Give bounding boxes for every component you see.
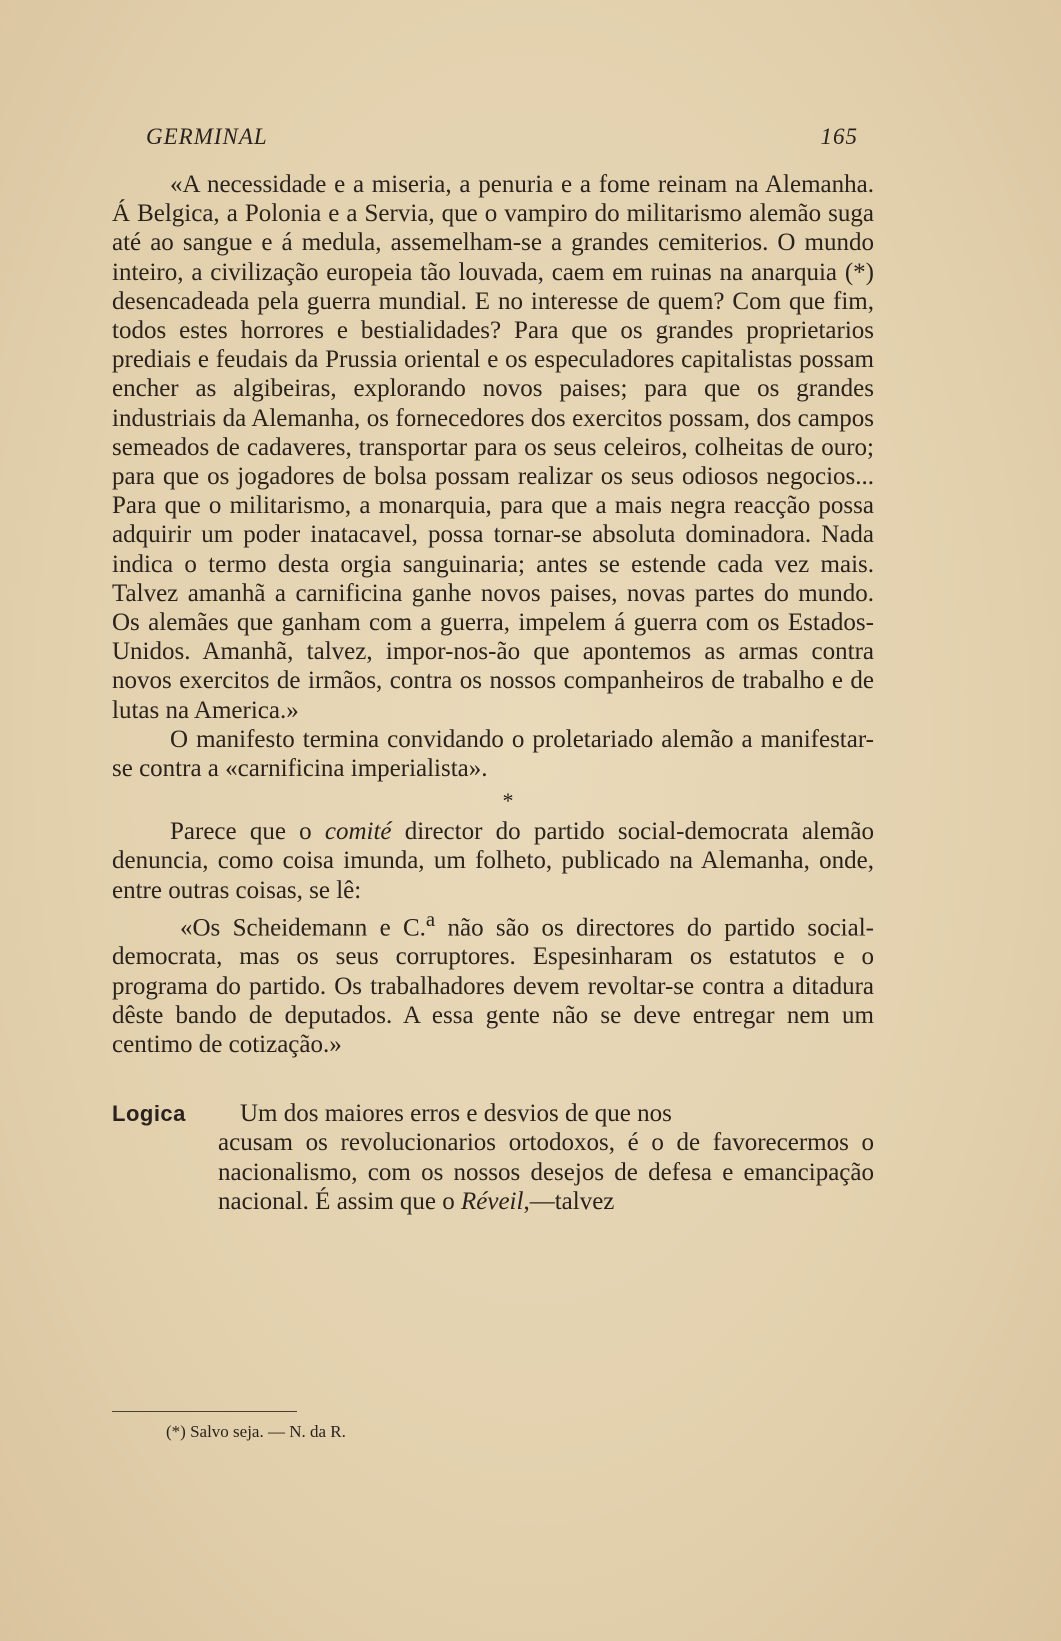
comite-paragraph [112,817,874,905]
comite-text-after: director do partido social-democrata alemão denuncia, como coisa imunda, um folheto, publicado na Alemanha, onde, entre outras coisas, se lê: [112,818,874,904]
logica-first-line: Um dos maiores erros e desvios de que nos [240,1100,672,1128]
pamphlet-superscript: a [425,906,436,931]
section-separator: * [502,788,514,814]
logica-italic-reveil: Réveil [461,1187,524,1215]
logica-paragraph [112,1099,874,1216]
side-heading-logica: Logica [112,1101,186,1127]
pamphlet-quote-paragraph [112,905,874,1059]
manifesto-conclusion-paragraph: O manifesto termina convidando o proletariado alemão a manifestar-se contra a «carnificina imperialista». [112,725,874,783]
manifesto-quote-paragraph: «A necessidade e a miseria, a penuria e a fome reinam na Alemanha. Á Belgica, a Polonia e a Servia, que o vampiro do militarismo alemão suga até ao sangue e á medula, assemelham-se a grandes cemiterios. O mundo inteiro, a civilização europeia tão louvada, caem em ruinas na anarquia (*) desencadeada pela guerra mundial. E no interesse de quem? Com que fim, todos estes horrores e bestialidades? Para que os grandes proprietarios prediais e feudais da Prussia oriental e os especuladores capitalistas possam encher as algibeiras, explorando novos paises; para que os grandes industriais da Alemanha, os fornecedores dos exercitos possam, dos campos semeados de cadaveres, transportar para os seus celeiros, colheitas de ouro; para que os jogadores de bolsa possam realizar os seus odiosos negocios... Para que o militarismo, a monarquia, para que a mais negra reacção possa adquirir um poder inatacavel, possa tornar-se absoluta dominadora. Nada indica o termo desta orgia sanguinaria; antes se estende cada vez mais. Talvez amanhã a carnificina ganhe novos paises, novas partes do mundo. Os alemães que ganham com a guerra, impelem á guerra com os Estados-Unidos. Amanhã, talvez, impor-nos-ão que apontemos as armas contra novos exercitos de irmãos, contra os nossos companheiros de trabalho e de lutas na America.» [112,171,874,724]
comite-text-before: Parece que o [170,818,325,846]
logica-text-after: ,—talvez [523,1187,615,1215]
logica-text-before: acusam os revolucionarios ortodoxos, é o de favorecermos o nacionalismo, com os nossos desejos de defesa e emancipação nacional. É assim que o [218,1129,874,1215]
pamphlet-text-before: «Os Scheidemann e C. [180,914,426,942]
body-text [112,170,874,1216]
footnote-rule [112,1411,297,1412]
footnote: (*) Salvo seja. — N. da R. [166,1422,346,1441]
page-number: 165 [820,124,858,149]
comite-italic: comité [324,818,392,846]
journal-title: GERMINAL [146,124,268,149]
running-head [112,124,872,156]
paragraph-gap [112,1059,874,1099]
pamphlet-text-after: não são os directores do partido social-democrata, mas os seus corruptores. Espesinharam os estatutos e o programa do partido. Os trabalhadores devem revoltar-se contra a ditadura dêste bando de deputados. A essa gente não se deve entregar nem um centimo de cotização.» [112,914,874,1059]
logica-continuation [112,1128,874,1216]
